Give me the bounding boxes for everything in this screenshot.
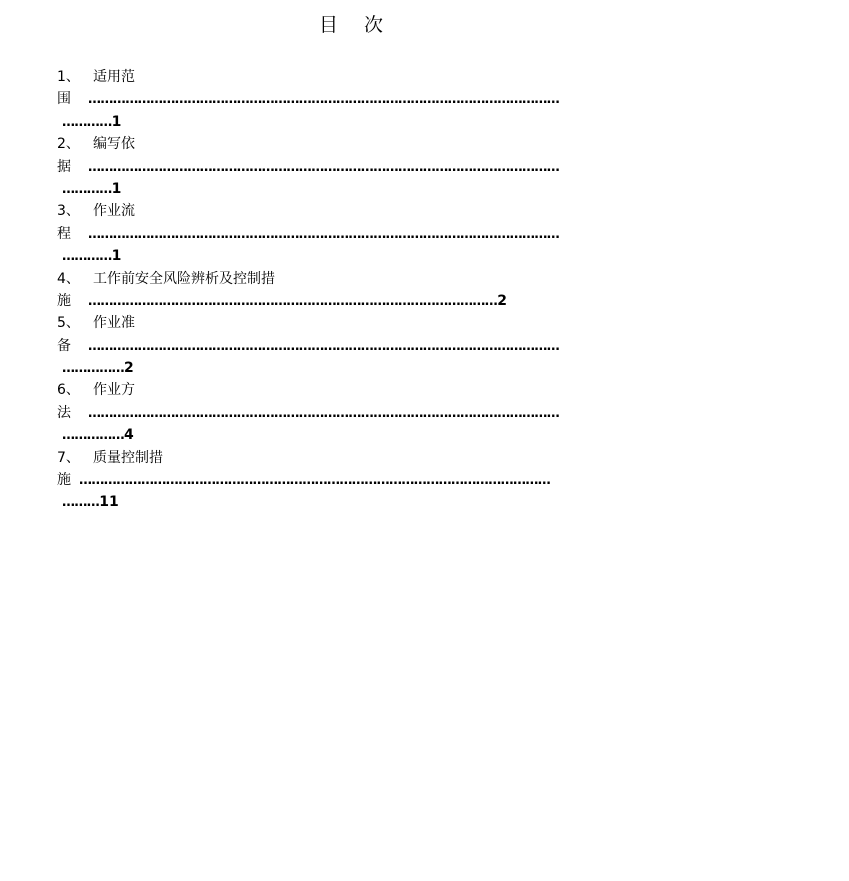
toc-entry-title-end: 法 xyxy=(57,404,71,421)
toc-entry-number: 4、 xyxy=(57,270,80,287)
toc-entry-title: 编写依 xyxy=(93,136,135,153)
toc-leader-dots: …………………………………………………………………………………………………… xyxy=(88,405,560,421)
toc-entry-title-end: 施 xyxy=(57,472,71,489)
toc-entry-dots-line xyxy=(57,469,757,491)
toc-heading: 目 次 xyxy=(318,14,394,36)
toc-leader-dots: …………………………………………………………………………………………………… xyxy=(88,226,560,242)
toc-entry-number: 6、 xyxy=(57,382,80,399)
toc-leader-dots: …………………………………………………………………………………………………… xyxy=(79,473,551,489)
toc-entry-7[interactable] xyxy=(57,447,757,514)
toc-page-number: 1 xyxy=(111,248,122,265)
toc-entry-title: 作业流 xyxy=(93,203,135,220)
toc-entry-number: 1、 xyxy=(57,69,80,85)
toc-page-number: 1 xyxy=(111,113,122,130)
toc-leader-dots: …………………………………………………………………………………………………… xyxy=(88,338,560,354)
toc-entry-page-line xyxy=(57,357,757,379)
toc-entry-title-end: 据 xyxy=(57,158,71,175)
toc-leader-dots: ………… xyxy=(62,114,112,130)
toc-entry-dots-line xyxy=(57,156,757,178)
toc-page-number: 1 xyxy=(111,180,122,197)
toc-entry-title: 作业方 xyxy=(93,382,135,399)
toc-entry-dots-line xyxy=(57,223,757,245)
toc-entry-title-end: 备 xyxy=(57,337,71,354)
toc-entry-title-end: 围 xyxy=(57,91,71,108)
toc-entry-title: 质量控制措 xyxy=(93,449,163,466)
toc-page-number: 2 xyxy=(124,360,134,377)
toc-entry-dots-line xyxy=(57,402,757,424)
table-of-contents xyxy=(57,66,757,514)
toc-entry-4[interactable] xyxy=(57,268,757,313)
toc-entry-page-line xyxy=(57,178,757,200)
toc-entry-title-line xyxy=(57,312,757,334)
toc-entry-title-end: 程 xyxy=(57,225,71,242)
toc-page-number: 11 xyxy=(99,494,119,511)
toc-entry-page-line xyxy=(57,491,757,513)
toc-entry-title-line xyxy=(57,200,757,222)
toc-entry-title: 工作前安全风险辨析及控制措 xyxy=(93,270,275,287)
toc-leader-dots: ………… xyxy=(62,181,112,197)
toc-entry-title-end: 施 xyxy=(57,292,71,309)
toc-entry-3[interactable] xyxy=(57,200,757,267)
toc-entry-dots-line xyxy=(57,88,757,110)
toc-entry-number: 2、 xyxy=(57,136,80,153)
toc-leader-dots: ……………………………………………………………………………………… xyxy=(88,293,498,309)
toc-page-number: 2 xyxy=(497,292,507,309)
toc-entry-title-line xyxy=(57,66,757,88)
toc-entry-title: 作业准 xyxy=(93,315,135,332)
toc-entry-dots-line xyxy=(57,335,757,357)
toc-leader-dots: ……… xyxy=(62,495,100,511)
toc-leader-dots: ………… xyxy=(62,249,112,265)
toc-entry-6[interactable] xyxy=(57,379,757,446)
toc-entry-page-line xyxy=(57,245,757,267)
toc-page-number: 4 xyxy=(124,427,134,444)
toc-leader-dots: …………… xyxy=(62,428,125,444)
toc-entry-number: 5、 xyxy=(57,315,80,332)
toc-leader-dots: …………………………………………………………………………………………………… xyxy=(88,159,560,175)
toc-entry-1[interactable] xyxy=(57,66,757,133)
toc-leader-dots: …………… xyxy=(62,361,125,377)
toc-entry-page-line xyxy=(57,424,757,446)
toc-entry-title-line xyxy=(57,447,757,469)
toc-entry-page-line xyxy=(57,111,757,133)
toc-entry-5[interactable] xyxy=(57,312,757,379)
toc-entry-number: 7、 xyxy=(57,449,80,466)
toc-entry-title: 适用范 xyxy=(93,69,135,85)
toc-entry-title-line xyxy=(57,268,757,290)
toc-entry-title-line xyxy=(57,133,757,155)
toc-entry-2[interactable] xyxy=(57,133,757,200)
toc-leader-dots: …………………………………………………………………………………………………… xyxy=(88,92,560,108)
toc-entry-number: 3、 xyxy=(57,203,80,220)
toc-entry-title-line xyxy=(57,379,757,401)
toc-entry-dots-line xyxy=(57,290,757,312)
